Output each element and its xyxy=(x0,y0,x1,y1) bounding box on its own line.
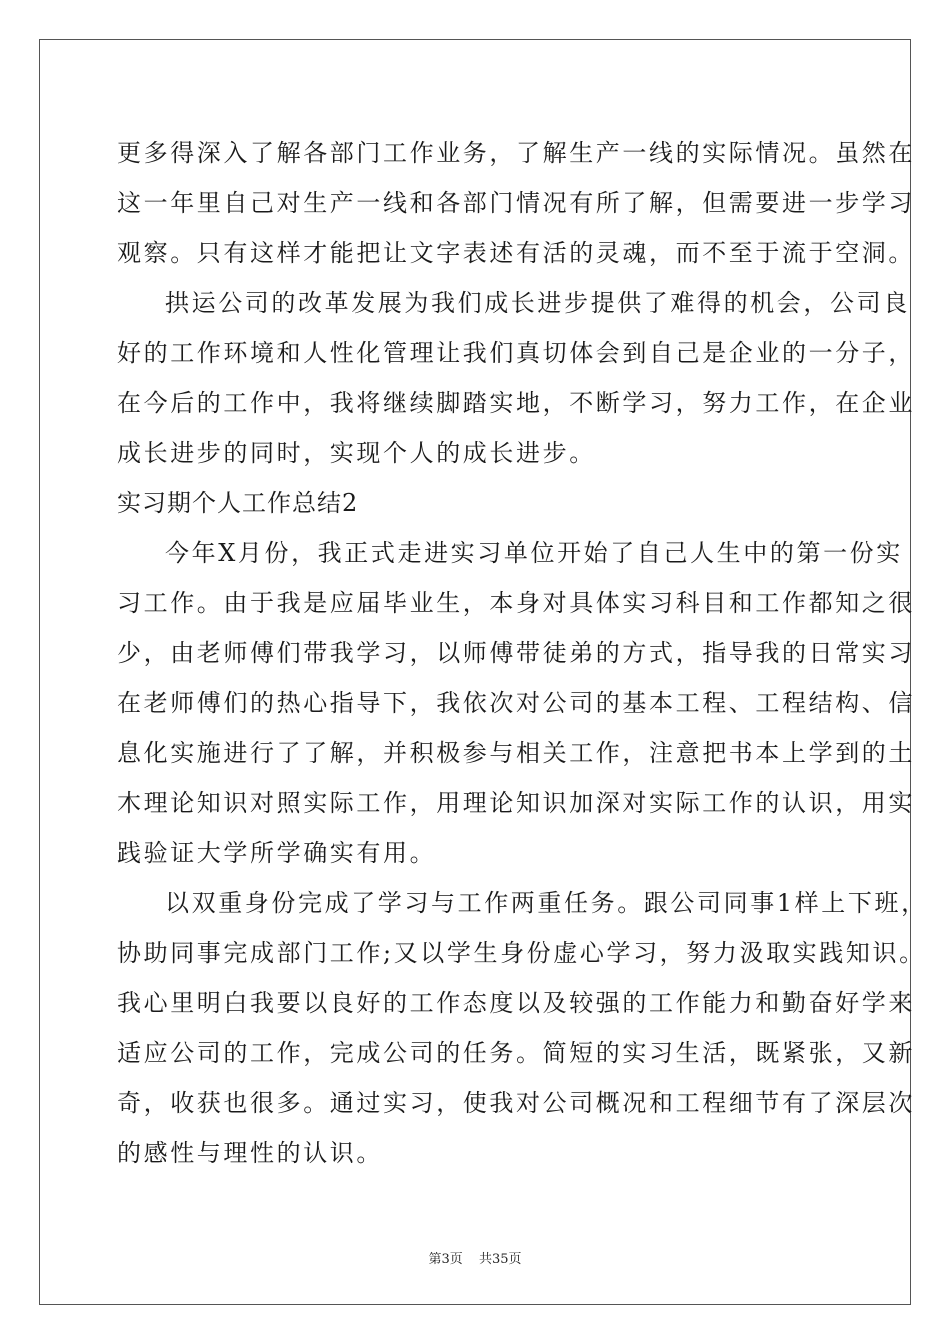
text-line: 奇，收获也很多。通过实习，使我对公司概况和工程细节有了深层次 xyxy=(117,1089,915,1117)
text-line: 习工作。由于我是应届毕业生，本身对具体实习科目和工作都知之很 xyxy=(117,589,915,617)
text-line: 适应公司的工作，完成公司的任务。简短的实习生活，既紧张，又新 xyxy=(117,1039,915,1067)
paragraph-first-line: 拱运公司的改革发展为我们成长进步提供了难得的机会，公司良 xyxy=(165,289,910,317)
text-line: 的感性与理性的认识。 xyxy=(117,1139,383,1167)
page-number: 第3页 xyxy=(428,1252,463,1267)
text-line: 好的工作环境和人性化管理让我们真切体会到自己是企业的一分子， xyxy=(117,339,915,367)
text-line: 少，由老师傅们带我学习，以师傅带徒弟的方式，指导我的日常实习 xyxy=(117,639,915,667)
text-line: 在今后的工作中，我将继续脚踏实地，不断学习，努力工作，在企业 xyxy=(117,389,915,417)
section-heading: 实习期个人工作总结2 xyxy=(117,489,359,517)
paragraph-first-line: 以双重身份完成了学习与工作两重任务。跟公司同事1样上下班， xyxy=(165,889,928,917)
text-line: 践验证大学所学确实有用。 xyxy=(117,839,437,867)
document-body xyxy=(117,128,928,1178)
text-line: 观察。只有这样才能把让文字表述有活的灵魂，而不至于流于空洞。 xyxy=(117,239,915,267)
paragraph-first-line: 今年X月份，我正式走进实习单位开始了自己人生中的第一份实 xyxy=(165,539,903,567)
text-line: 成长进步的同时，实现个人的成长进步。 xyxy=(117,439,596,467)
text-line: 更多得深入了解各部门工作业务，了解生产一线的实际情况。虽然在 xyxy=(117,139,915,167)
text-line: 在老师傅们的热心指导下，我依次对公司的基本工程、工程结构、信 xyxy=(117,689,915,717)
text-line: 息化实施进行了了解，并积极参与相关工作，注意把书本上学到的土 xyxy=(117,739,915,767)
text-line: 协助同事完成部门工作;又以学生身份虚心学习，努力汲取实践知识。 xyxy=(117,939,926,967)
page-footer xyxy=(0,1248,950,1267)
text-line: 木理论知识对照实际工作，用理论知识加深对实际工作的认识，用实 xyxy=(117,789,915,817)
text-line: 我心里明白我要以良好的工作态度以及较强的工作能力和勤奋好学来 xyxy=(117,989,915,1017)
page-total: 共35页 xyxy=(478,1252,522,1267)
text-line: 这一年里自己对生产一线和各部门情况有所了解，但需要进一步学习 xyxy=(117,189,915,217)
